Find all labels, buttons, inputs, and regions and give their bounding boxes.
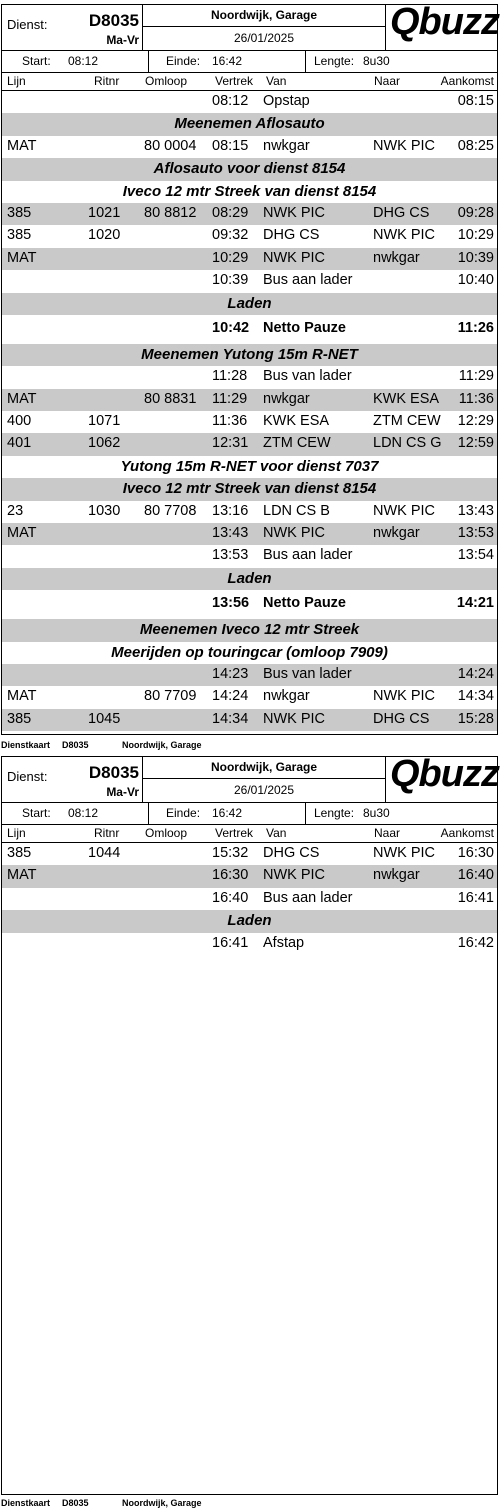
trip-row <box>2 225 497 247</box>
start-label: Start: <box>22 806 51 820</box>
cell-van: Netto Pauze <box>263 319 346 336</box>
start-value: 08:12 <box>68 54 99 68</box>
cell-lijn: MAT <box>7 390 37 407</box>
cell-van: NWK PIC <box>263 710 326 727</box>
cell-van: LDN CS B <box>263 502 330 519</box>
col-omloop: Omloop <box>145 826 188 840</box>
cell-lijn: 385 <box>7 204 32 221</box>
cell-van: Bus aan lader <box>263 889 353 906</box>
trip-row <box>2 865 497 887</box>
cell-aankomst: 08:25 <box>457 137 494 154</box>
cell-naar: ZTM CEW <box>373 413 441 430</box>
dienst-number: D8035 <box>88 11 139 30</box>
cell-van: NWK PIC <box>263 525 326 542</box>
cell-van: Bus aan lader <box>263 272 353 289</box>
einde-cell <box>149 51 306 72</box>
dienst-label: Dienst: <box>7 769 48 784</box>
lengte-cell <box>306 803 498 824</box>
qbuzz-logo-text: Qbuzz <box>390 1 499 43</box>
cell-omloop: 80 8831 <box>144 390 197 407</box>
qbuzz-logo <box>386 753 499 802</box>
cell-lijn: MAT <box>7 525 37 542</box>
cell-aankomst: 16:40 <box>457 867 494 884</box>
trip-row <box>2 843 497 865</box>
cell-omloop: 80 8812 <box>144 204 197 221</box>
location: Noordwijk, Garage <box>143 5 386 27</box>
dienstkaart-card <box>1 753 499 1495</box>
cell-lijn: 385 <box>7 845 32 861</box>
cell-vertrek: 08:15 <box>212 137 249 154</box>
cell-van: NWK PIC <box>263 204 326 221</box>
section-heading: Iveco 12 mtr Streek van dienst 8154 <box>122 182 377 200</box>
cell-naar: nwkgar <box>373 525 420 542</box>
trip-row <box>2 523 497 545</box>
cell-vertrek: 13:16 <box>212 502 249 519</box>
cell-ritnr: 1062 <box>88 435 121 452</box>
cell-van: Bus van lader <box>263 368 352 385</box>
einde-label: Einde: <box>166 54 201 68</box>
cell-aankomst: 13:43 <box>457 502 494 519</box>
col-vertrek: Vertrek <box>215 74 254 88</box>
cell-lijn: 23 <box>7 502 24 519</box>
cell-aankomst: 13:53 <box>457 525 494 542</box>
trip-row <box>2 433 497 455</box>
cell-ritnr: 1030 <box>88 502 121 519</box>
cell-vertrek: 13:43 <box>212 525 249 542</box>
footer-dienst: D8035 <box>62 1498 89 1508</box>
einde-label: Einde: <box>166 806 201 820</box>
cell-aankomst: 13:54 <box>457 547 494 564</box>
cell-van: Opstap <box>263 93 310 109</box>
column-headers <box>2 73 497 91</box>
cell-naar: DHG CS <box>373 710 430 727</box>
einde-cell <box>149 803 306 824</box>
trip-row <box>2 270 497 292</box>
col-naar: Naar <box>374 74 401 88</box>
col-aankomst: Aankomst <box>440 826 494 840</box>
trip-row <box>2 933 497 955</box>
cell-aankomst: 15:28 <box>457 710 494 727</box>
cell-naar: nwkgar <box>373 249 420 266</box>
section-heading: Yutong 15m R-NET voor dienst 7037 <box>120 457 379 475</box>
col-ritnr: Ritnr <box>94 74 120 88</box>
col-omloop: Omloop <box>145 74 188 88</box>
cell-vertrek: 14:23 <box>212 665 249 682</box>
dienst-cell <box>2 5 143 50</box>
shift-times <box>2 51 497 73</box>
cell-van: DHG CS <box>263 845 320 861</box>
lengte-cell <box>306 51 498 72</box>
cell-van: ZTM CEW <box>263 435 331 452</box>
section-heading: Laden <box>2 568 497 590</box>
cell-vertrek: 10:42 <box>212 319 250 336</box>
service-date: 26/01/2025 <box>143 779 386 802</box>
dienst-label: Dienst: <box>7 17 48 32</box>
cell-van: Bus van lader <box>263 665 352 682</box>
cell-naar: DHG CS <box>373 204 430 221</box>
trip-row <box>2 248 497 270</box>
start-cell <box>2 803 149 824</box>
col-aankomst: Aankomst <box>440 74 494 88</box>
einde-value: 16:42 <box>212 54 243 68</box>
section-heading: Meenemen Yutong 15m R-NET <box>2 344 497 366</box>
section-heading: Laden <box>2 910 497 932</box>
cell-lijn: 401 <box>7 435 32 452</box>
cell-van: DHG CS <box>263 227 320 244</box>
dienst-cell <box>2 757 143 802</box>
trip-row <box>2 411 497 433</box>
cell-aankomst: 10:40 <box>457 272 494 289</box>
cell-van: Netto Pauze <box>263 595 346 612</box>
lengte-label: Lengte: <box>314 54 355 68</box>
cell-aankomst: 09:28 <box>457 204 494 221</box>
cell-vertrek: 09:32 <box>212 227 249 244</box>
footer-location: Noordwijk, Garage <box>122 1498 202 1508</box>
dienst-days: Ma-Vr <box>106 785 139 799</box>
cell-vertrek: 16:41 <box>212 934 249 951</box>
location: Noordwijk, Garage <box>143 757 386 779</box>
section-heading: Iveco 12 mtr Streek van dienst 8154 <box>2 478 497 500</box>
trip-row <box>2 136 497 158</box>
col-naar: Naar <box>374 826 401 840</box>
cell-naar: NWK PIC <box>373 502 436 519</box>
cell-vertrek: 16:40 <box>212 889 249 906</box>
cell-naar: NWK PIC <box>373 137 436 154</box>
cell-lijn: 385 <box>7 710 32 727</box>
col-van: Van <box>266 826 287 840</box>
cell-lijn: MAT <box>7 688 37 705</box>
cell-lijn: MAT <box>7 249 37 266</box>
pause-row <box>2 315 497 344</box>
cell-vertrek: 16:30 <box>212 867 249 884</box>
cell-vertrek: 14:24 <box>212 688 249 705</box>
qbuzz-logo-text: Qbuzz <box>390 753 499 795</box>
cell-aankomst: 16:41 <box>457 889 494 906</box>
footer-dienst: D8035 <box>62 740 89 750</box>
trip-row <box>2 501 497 523</box>
cell-aankomst: 11:26 <box>457 319 494 336</box>
dienst-number: D8035 <box>88 763 139 782</box>
dienstkaart-card <box>1 1 499 735</box>
cell-aankomst: 08:15 <box>457 93 494 109</box>
trip-row <box>2 545 497 567</box>
shift-times <box>2 803 497 825</box>
cell-omloop: 80 7709 <box>144 688 197 705</box>
column-headers <box>2 825 497 843</box>
cell-naar: NWK PIC <box>373 227 436 244</box>
cell-vertrek: 13:53 <box>212 547 249 564</box>
cell-lijn: MAT <box>7 137 37 154</box>
lengte-label: Lengte: <box>314 806 355 820</box>
cell-ritnr: 1045 <box>88 710 121 727</box>
card-header <box>2 753 499 803</box>
cell-vertrek: 13:56 <box>212 595 250 612</box>
cell-naar: nwkgar <box>373 867 420 884</box>
cell-aankomst: 10:29 <box>457 227 494 244</box>
cell-aankomst: 14:34 <box>457 688 494 705</box>
trip-row <box>2 203 497 225</box>
cell-vertrek: 11:36 <box>212 413 248 430</box>
cell-aankomst: 11:36 <box>458 390 494 407</box>
cell-aankomst: 16:30 <box>457 845 494 861</box>
dienst-days: Ma-Vr <box>106 33 139 47</box>
footer-label: Dienstkaart <box>1 1498 51 1508</box>
cell-van: nwkgar <box>263 688 310 705</box>
trip-row <box>2 389 497 411</box>
cell-van: nwkgar <box>263 390 310 407</box>
cell-vertrek: 15:32 <box>212 845 249 861</box>
cell-ritnr: 1021 <box>88 204 121 221</box>
cell-ritnr: 1044 <box>88 845 121 861</box>
trip-row <box>2 664 497 686</box>
cell-van: NWK PIC <box>263 249 326 266</box>
cell-lijn: 385 <box>7 227 32 244</box>
start-cell <box>2 51 149 72</box>
einde-value: 16:42 <box>212 806 243 820</box>
cell-van: nwkgar <box>263 137 310 154</box>
cell-aankomst: 12:29 <box>457 413 494 430</box>
cell-van: KWK ESA <box>263 413 330 430</box>
footer-label: Dienstkaart <box>1 740 51 750</box>
lengte-value: 8u30 <box>363 806 390 820</box>
cell-aankomst: 11:29 <box>458 368 494 385</box>
trip-row <box>2 709 497 731</box>
col-lijn: Lijn <box>7 826 26 840</box>
col-ritnr: Ritnr <box>94 826 120 840</box>
col-vertrek: Vertrek <box>215 826 254 840</box>
section-heading: Laden <box>2 293 497 315</box>
dienstkaart-page-1 <box>0 0 500 750</box>
cell-van: Bus aan lader <box>263 547 353 564</box>
lengte-value: 8u30 <box>363 54 390 68</box>
cell-vertrek: 10:29 <box>212 249 249 266</box>
section-heading: Meerijden op touringcar (omloop 7909) <box>111 643 388 661</box>
cell-naar: NWK PIC <box>373 688 436 705</box>
cell-aankomst: 16:42 <box>457 934 494 951</box>
card-header <box>2 1 499 51</box>
col-van: Van <box>266 74 287 88</box>
start-value: 08:12 <box>68 806 99 820</box>
cell-ritnr: 1020 <box>88 227 121 244</box>
cell-aankomst: 14:21 <box>456 595 494 612</box>
col-lijn: Lijn <box>7 74 26 88</box>
cell-vertrek: 11:29 <box>212 390 248 407</box>
cell-naar: LDN CS G <box>373 435 442 452</box>
cell-vertrek: 14:34 <box>212 710 249 727</box>
dienstkaart-page-2 <box>0 752 500 1512</box>
service-date: 26/01/2025 <box>143 27 386 50</box>
cell-van: NWK PIC <box>263 867 326 884</box>
cell-omloop: 80 0004 <box>144 137 197 154</box>
trip-rows <box>2 843 497 955</box>
cell-naar: NWK PIC <box>373 845 436 861</box>
cell-ritnr: 1071 <box>88 413 121 430</box>
cell-lijn: 400 <box>7 413 32 430</box>
cell-vertrek: 08:12 <box>212 93 249 109</box>
trip-row <box>2 366 497 388</box>
cell-vertrek: 12:31 <box>212 435 249 452</box>
section-heading: Meenemen Aflosauto <box>2 113 497 135</box>
cell-van: Afstap <box>263 934 305 951</box>
trip-row <box>2 686 497 708</box>
cell-aankomst: 10:39 <box>457 249 494 266</box>
qbuzz-logo <box>386 1 499 50</box>
cell-vertrek: 11:28 <box>212 368 248 385</box>
trip-row <box>2 91 497 113</box>
footer-location: Noordwijk, Garage <box>122 740 202 750</box>
cell-naar: KWK ESA <box>373 390 440 407</box>
pause-row <box>2 590 497 619</box>
cell-aankomst: 14:24 <box>457 665 494 682</box>
section-heading: Aflosauto voor dienst 8154 <box>2 158 497 180</box>
cell-lijn: MAT <box>7 867 37 884</box>
section-heading: Meenemen Iveco 12 mtr Streek <box>2 619 497 641</box>
cell-omloop: 80 7708 <box>144 502 197 519</box>
cell-vertrek: 08:29 <box>212 204 249 221</box>
trip-rows <box>2 91 497 731</box>
trip-row <box>2 888 497 910</box>
start-label: Start: <box>22 54 51 68</box>
cell-aankomst: 12:59 <box>457 435 494 452</box>
cell-vertrek: 10:39 <box>212 272 249 289</box>
